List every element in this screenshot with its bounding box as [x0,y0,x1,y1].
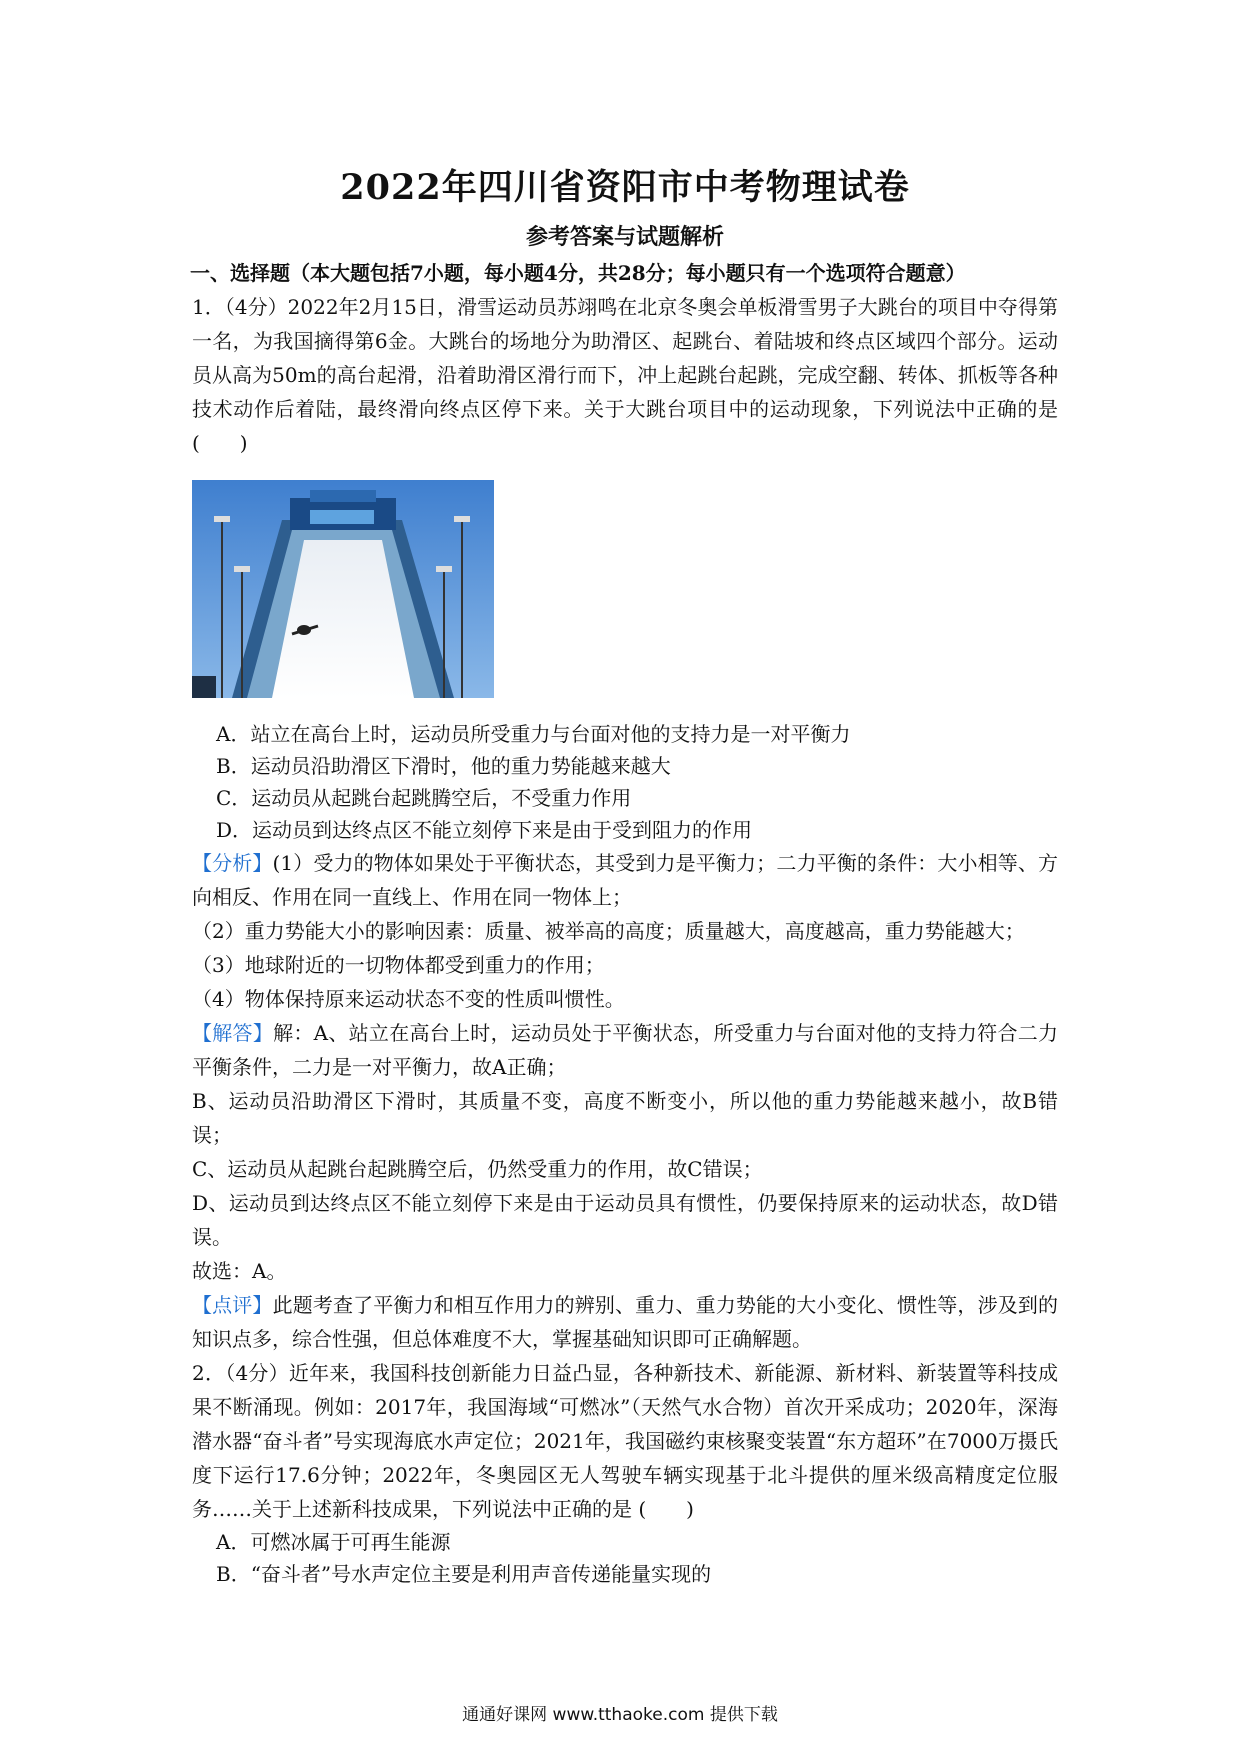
question-2-stem: 2．（4分）近年来，我国科技创新能力日益凸显，各种新技术、新能源、新材料、新装置等科技成果不断涌现。例如：2017年，我国海域“可燃冰”（天然气水合物）首次开采成功；2020年，深海潜水器“奋斗者”号实现海底水声定位；2021年，我国磁约束核聚变装置“东方超环”在7000万摄氏度下运行17.6分钟；2022年，冬奥园区无人驾驶车辆实现基于北斗提供的厘米级高精度定位服务……关于上述新科技成果，下列说法中正确的是 ( ) [192,1361,1058,1521]
content [192,160,1058,1590]
answer-text-1: 解：A、站立在高台上时，运动员处于平衡状态，所受重力与台面对他的支持力符合二力平衡条件，二力是一对平衡力，故A正确； [192,1021,1058,1079]
comment-text: 此题考查了平衡力和相互作用力的辨别、重力、重力势能的大小变化、惯性等，涉及到的知识点多，综合性强，但总体难度不大，掌握基础知识即可正确解题。 [192,1293,1059,1351]
answer-tag: 【解答】 [192,1021,274,1045]
ski-jump-photo-illustration [192,480,494,698]
answer-line-1 [192,1016,1058,1084]
answer-line-4: D、运动员到达终点区不能立刻停下来是由于运动员具有惯性，仍要保持原来的运动状态，故D错误。 [192,1191,1058,1249]
comment-tag: 【点评】 [192,1293,273,1317]
analysis-line-4: （4）物体保持原来运动状态不变的性质叫惯性。 [192,987,625,1011]
comment-line [192,1288,1058,1356]
analysis-text-1: (1）受力的物体如果处于平衡状态，其受到力是平衡力；二力平衡的条件：大小相等、方向相反、作用在同一直线上、作用在同一物体上； [192,851,1059,909]
option-d: D．运动员到达终点区不能立刻停下来是由于受到阻力的作用 [216,818,753,842]
option-c: C．运动员从起跳台起跳腾空后，不受重力作用 [216,786,632,810]
question-2-options [192,1526,1058,1590]
analysis-line-2: （2）重力势能大小的影响因素：质量、被举高的高度；质量越大，高度越高，重力势能越大； [192,919,1025,943]
question-1-stem: 1．（4分）2022年2月15日，滑雪运动员苏翊鸣在北京冬奥会单板滑雪男子大跳台的项目中夺得第一名，为我国摘得第6金。大跳台的场地分为助滑区、起跳台、着陆坡和终点区域四个部分。运动员从高为50m的高台起滑，沿着助滑区滑行而下，冲上起跳台起跳，完成空翻、转体、抓板等各种技术动作后着陆，最终滑向终点区停下来。关于大跳台项目中的运动现象，下列说法中正确的是 ( ) [192,295,1058,455]
analysis-tag: 【分析】 [192,851,273,875]
page-title: 2022年四川省资阳市中考物理试卷 [340,167,910,208]
question-1-options [192,718,1058,846]
option-b: B．运动员沿助滑区下滑时，他的重力势能越来越大 [216,754,671,778]
q2-option-a: A．可燃冰属于可再生能源 [216,1530,451,1554]
section-heading: 一、选择题（本大题包括7小题，每小题4分，共28分；每小题只有一个选项符合题意） [190,261,966,285]
analysis-line-3: （3）地球附近的一切物体都受到重力的作用； [192,953,605,977]
option-a: A．站立在高台上时，运动员所受重力与台面对他的支持力是一对平衡力 [216,722,851,746]
ski-jump-photo [192,480,494,698]
analysis-line-1 [192,846,1058,914]
answer-line-2: B、运动员沿助滑区下滑时，其质量不变，高度不断变小，所以他的重力势能越来越小，故B错误； [192,1089,1058,1147]
page-subtitle: 参考答案与试题解析 [525,224,724,250]
q2-option-b: B．“奋斗者”号水声定位主要是利用声音传递能量实现的 [216,1562,712,1586]
answer-line-3: C、运动员从起跳台起跳腾空后，仍然受重力的作用，故C错误； [192,1157,763,1181]
answer-choice: 故选：A。 [192,1259,287,1283]
page-footer: 通通好课网 www.tthaoke.com 提供下载 [462,1705,778,1725]
